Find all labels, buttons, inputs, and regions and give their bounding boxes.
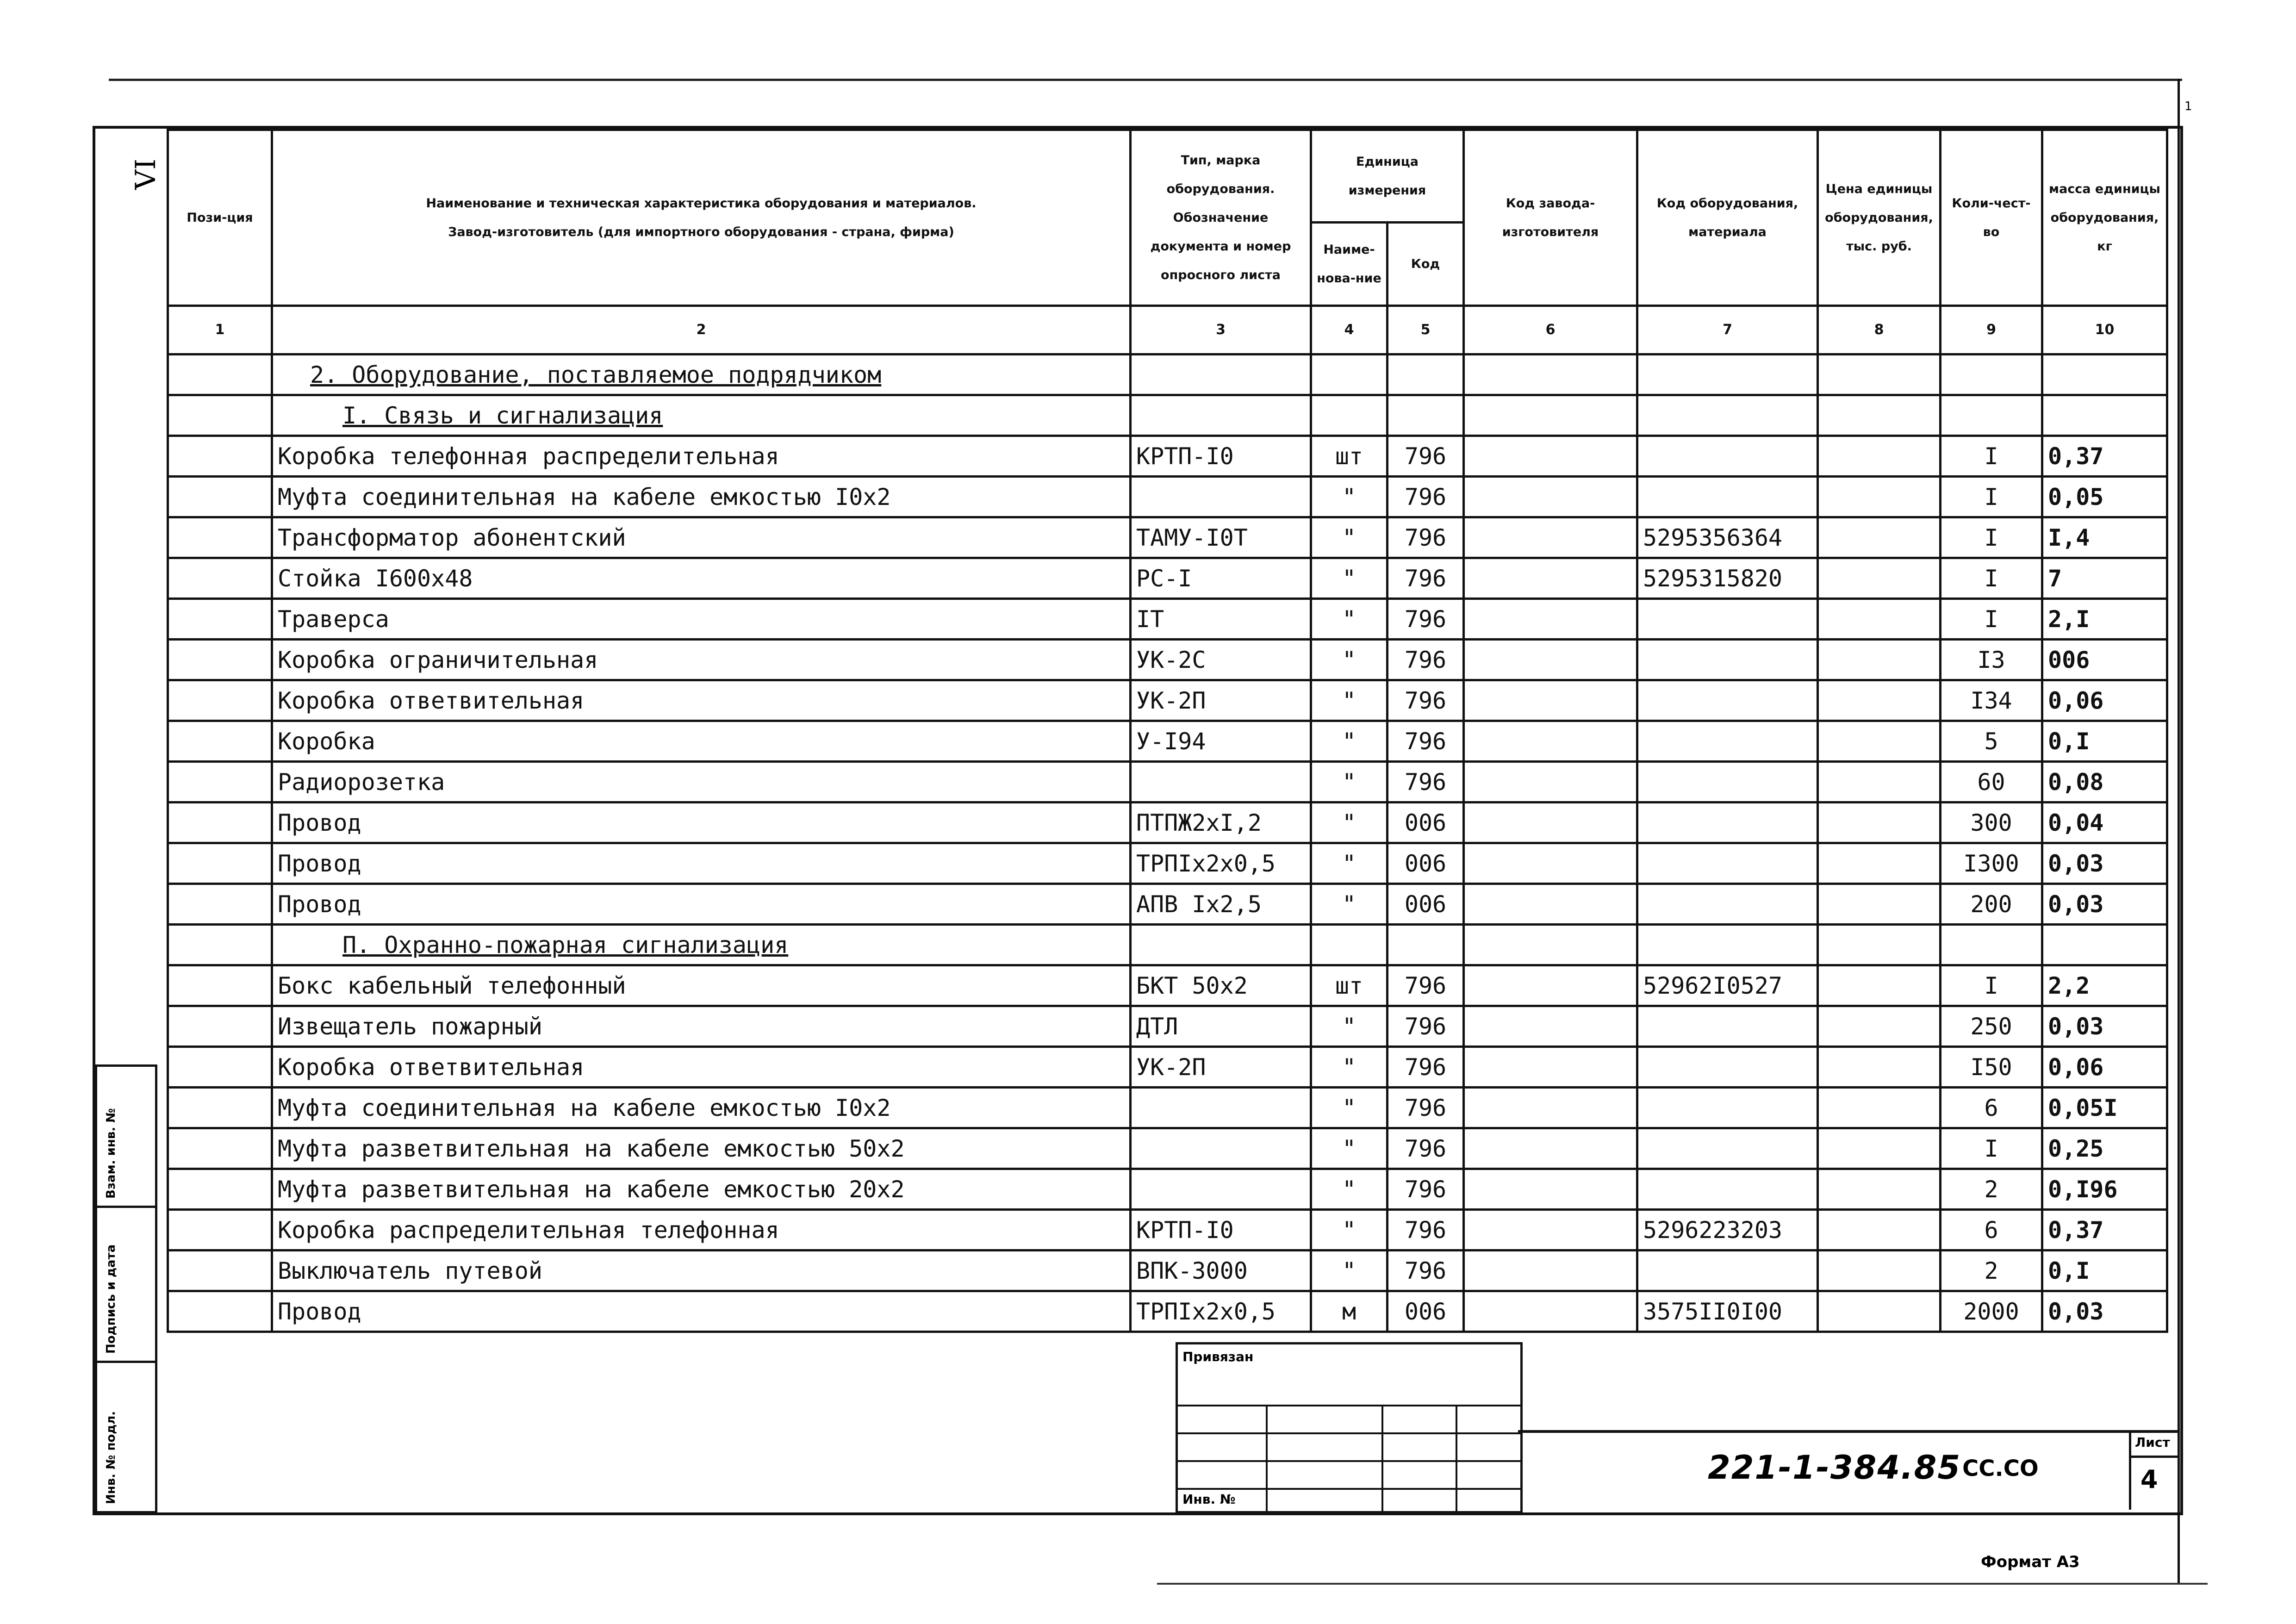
cell-quantity: 6 <box>1941 1088 2042 1128</box>
cell-unit-code: 796 <box>1388 558 1464 599</box>
cell-unit-code: 796 <box>1388 762 1464 803</box>
cell-factory-code <box>1464 1088 1637 1128</box>
cell-unit: " <box>1311 477 1388 517</box>
cell-unit: " <box>1311 1047 1388 1088</box>
cell-quantity: 300 <box>1941 803 2042 843</box>
binding-stamp <box>1176 1342 1523 1513</box>
cell-quantity: 250 <box>1941 1006 2042 1047</box>
cell-mass: 006 <box>2042 640 2167 680</box>
cell-unit-code: 796 <box>1388 640 1464 680</box>
section-heading-row <box>168 925 2167 965</box>
top-rule <box>109 79 2182 81</box>
header-unit: Единица измерения <box>1311 130 1464 223</box>
cell-factory-code <box>1464 1291 1637 1332</box>
cell-equipment-code <box>1637 1047 1818 1088</box>
cell-position <box>168 965 272 1006</box>
table-row <box>168 517 2167 558</box>
cell-equipment-code <box>1637 436 1818 477</box>
cell-name: Провод <box>272 843 1131 884</box>
table-row <box>168 1088 2167 1128</box>
cell-factory-code <box>1464 843 1637 884</box>
cell-mass: 0,25 <box>2042 1128 2167 1169</box>
col-number: 9 <box>1941 306 2042 355</box>
header-equipment-code: Код оборудования, материала <box>1637 130 1818 306</box>
header-factory-code: Код завода-изготовителя <box>1464 130 1637 306</box>
cell-quantity: I34 <box>1941 680 2042 721</box>
format-label: Формат А3 <box>1981 1553 2080 1571</box>
cell-factory-code <box>1464 558 1637 599</box>
col-number: 4 <box>1311 306 1388 355</box>
cell-name: Извещатель пожарный <box>272 1006 1131 1047</box>
cell-name: Провод <box>272 1291 1131 1332</box>
strip-label-replace: Взам. инв. № <box>104 1108 118 1199</box>
table-row <box>168 436 2167 477</box>
cell-unit: " <box>1311 1128 1388 1169</box>
cell-unit-code: 796 <box>1388 436 1464 477</box>
cell-name: Муфта соединительная на кабеле емкостью I0x2 <box>272 1088 1131 1128</box>
cell-quantity: 6 <box>1941 1210 2042 1251</box>
cell-price <box>1818 884 1941 925</box>
cell-quantity: I <box>1941 599 2042 640</box>
cell-position <box>168 599 272 640</box>
cell-unit-code: 796 <box>1388 1210 1464 1251</box>
cell-unit: " <box>1311 517 1388 558</box>
cell-unit-code: 006 <box>1388 1291 1464 1332</box>
cell-unit: " <box>1311 721 1388 762</box>
cell-mass: 0,I96 <box>2042 1169 2167 1210</box>
cell-unit: " <box>1311 1088 1388 1128</box>
cell-mass: 2,2 <box>2042 965 2167 1006</box>
sheet-number: 4 <box>2140 1465 2158 1494</box>
cell-unit: " <box>1311 680 1388 721</box>
cell-mass: I,4 <box>2042 517 2167 558</box>
cell-factory-code <box>1464 1006 1637 1047</box>
cell-equipment-code <box>1637 1251 1818 1291</box>
cell-equipment-code <box>1637 1128 1818 1169</box>
cell-factory-code <box>1464 1251 1637 1291</box>
cell-factory-code <box>1464 1128 1637 1169</box>
cell-factory-code <box>1464 436 1637 477</box>
table-row <box>168 599 2167 640</box>
cell-type <box>1131 1088 1311 1128</box>
cell-price <box>1818 965 1941 1006</box>
cell-unit-code: 796 <box>1388 1088 1464 1128</box>
cell-name: Трансформатор абонентский <box>272 517 1131 558</box>
header-name-line2: Завод-изготовитель (для импортного оборудования - страна, фирма) <box>448 224 954 239</box>
cell-name: Муфта разветвительная на кабеле емкостью 20x2 <box>272 1169 1131 1210</box>
cell-mass: 0,06 <box>2042 1047 2167 1088</box>
cell-type: ПТПЖ2xI,2 <box>1131 803 1311 843</box>
cell-equipment-code <box>1637 721 1818 762</box>
cell-name: Муфта разветвительная на кабеле емкостью 50x2 <box>272 1128 1131 1169</box>
cell-mass: 0,06 <box>2042 680 2167 721</box>
cell-factory-code <box>1464 517 1637 558</box>
cell-factory-code <box>1464 1169 1637 1210</box>
cell-equipment-code: 3575II0I00 <box>1637 1291 1818 1332</box>
cell-factory-code <box>1464 884 1637 925</box>
cell-unit: " <box>1311 1210 1388 1251</box>
cell-price <box>1818 1047 1941 1088</box>
cell-price <box>1818 517 1941 558</box>
stamp-bound-label: Привязан <box>1182 1349 1254 1364</box>
sheet-label: Лист <box>2135 1435 2170 1450</box>
cell-position <box>168 558 272 599</box>
cell-type: УК-2С <box>1131 640 1311 680</box>
cell-position <box>168 680 272 721</box>
cell-type: КРТП-I0 <box>1131 436 1311 477</box>
cell-mass: 0,03 <box>2042 1291 2167 1332</box>
cell-type: ТАМУ-I0Т <box>1131 517 1311 558</box>
corner-mark: 1 <box>2184 100 2192 113</box>
cell-position <box>168 1210 272 1251</box>
cell-price <box>1818 477 1941 517</box>
cell-factory-code <box>1464 965 1637 1006</box>
bottom-rule <box>1157 1583 2208 1585</box>
cell-position <box>168 843 272 884</box>
cell-mass: 0,37 <box>2042 436 2167 477</box>
cell-position <box>168 1006 272 1047</box>
cell-name: Коробка <box>272 721 1131 762</box>
cell-name: Коробка ответвительная <box>272 1047 1131 1088</box>
cell-unit: " <box>1311 599 1388 640</box>
cell-quantity: I300 <box>1941 843 2042 884</box>
cell-price <box>1818 1291 1941 1332</box>
cell-type: БКТ 50x2 <box>1131 965 1311 1006</box>
cell-equipment-code <box>1637 803 1818 843</box>
cell-equipment-code <box>1637 599 1818 640</box>
header-price: Цена единицы оборудования, тыс. руб. <box>1818 130 1941 306</box>
header-row <box>168 130 2167 223</box>
cell-mass: 0,03 <box>2042 884 2167 925</box>
cell-price <box>1818 721 1941 762</box>
table-rows <box>168 355 2167 1332</box>
cell-name: Коробка ответвительная <box>272 680 1131 721</box>
table-row <box>168 843 2167 884</box>
cell-type <box>1131 762 1311 803</box>
col-number: 6 <box>1464 306 1637 355</box>
cell-quantity: I <box>1941 558 2042 599</box>
cell-quantity: 60 <box>1941 762 2042 803</box>
cell-type: ТРПIx2x0,5 <box>1131 843 1311 884</box>
cell-mass: 0,03 <box>2042 843 2167 884</box>
cell-factory-code <box>1464 1047 1637 1088</box>
cell-unit: " <box>1311 1251 1388 1291</box>
cell-mass: 2,I <box>2042 599 2167 640</box>
cell-unit: " <box>1311 640 1388 680</box>
cell-position <box>168 1169 272 1210</box>
cell-unit: " <box>1311 884 1388 925</box>
strip-label-inv: Инв. № подл. <box>104 1411 118 1504</box>
cell-type: У-I94 <box>1131 721 1311 762</box>
cell-position <box>168 884 272 925</box>
cell-position <box>168 1291 272 1332</box>
cell-type: УК-2П <box>1131 1047 1311 1088</box>
cell-price <box>1818 803 1941 843</box>
cell-position <box>168 721 272 762</box>
cell-factory-code <box>1464 477 1637 517</box>
cell-unit-code: 796 <box>1388 1169 1464 1210</box>
col-number: 2 <box>272 306 1131 355</box>
cell-name: Стойка I600x48 <box>272 558 1131 599</box>
col-number: 10 <box>2042 306 2167 355</box>
col-number: 1 <box>168 306 272 355</box>
cell-quantity: I <box>1941 436 2042 477</box>
table-row <box>168 1169 2167 1210</box>
cell-quantity: I3 <box>1941 640 2042 680</box>
cell-quantity: 5 <box>1941 721 2042 762</box>
cell-equipment-code <box>1637 762 1818 803</box>
cell-unit-code: 796 <box>1388 1251 1464 1291</box>
cell-mass: 0,04 <box>2042 803 2167 843</box>
cell-equipment-code <box>1637 1006 1818 1047</box>
cell-factory-code <box>1464 762 1637 803</box>
cell-equipment-code <box>1637 1088 1818 1128</box>
cell-name: Провод <box>272 803 1131 843</box>
section-1-title: I. Связь и сигнализация <box>342 402 663 429</box>
cell-equipment-code: 5295315820 <box>1637 558 1818 599</box>
cell-unit: " <box>1311 1006 1388 1047</box>
cell-unit-code: 006 <box>1388 884 1464 925</box>
table-row <box>168 558 2167 599</box>
table-row <box>168 1210 2167 1251</box>
header-type: Тип, марка оборудования. Обозначение документа и номер опросного листа <box>1131 130 1311 306</box>
cell-mass: 0,08 <box>2042 762 2167 803</box>
cell-equipment-code: 5296223203 <box>1637 1210 1818 1251</box>
cell-position <box>168 1251 272 1291</box>
cell-unit-code: 006 <box>1388 803 1464 843</box>
table-row <box>168 640 2167 680</box>
cell-price <box>1818 1210 1941 1251</box>
cell-price <box>1818 640 1941 680</box>
cell-type: РС-I <box>1131 558 1311 599</box>
cell-price <box>1818 436 1941 477</box>
table-row <box>168 1006 2167 1047</box>
cell-factory-code <box>1464 599 1637 640</box>
cell-equipment-code <box>1637 477 1818 517</box>
cell-mass: 0,03 <box>2042 1006 2167 1047</box>
cell-position <box>168 1088 272 1128</box>
cell-quantity: 2000 <box>1941 1291 2042 1332</box>
cell-price <box>1818 1088 1941 1128</box>
cell-type: ВПК-3000 <box>1131 1251 1311 1291</box>
table-row <box>168 965 2167 1006</box>
cell-unit: шт <box>1311 436 1388 477</box>
col-number: 3 <box>1131 306 1311 355</box>
col-number: 7 <box>1637 306 1818 355</box>
cell-type: ТРПIx2x0,5 <box>1131 1291 1311 1332</box>
table-row <box>168 884 2167 925</box>
cell-equipment-code: 52962I0527 <box>1637 965 1818 1006</box>
document-number: 221-1-384.85 <box>1708 1449 1961 1487</box>
cell-name: Выключатель путевой <box>272 1251 1131 1291</box>
column-number-row <box>168 306 2167 355</box>
cell-price <box>1818 1006 1941 1047</box>
cell-type: УК-2П <box>1131 680 1311 721</box>
table-row <box>168 1128 2167 1169</box>
cell-unit-code: 796 <box>1388 477 1464 517</box>
section-heading-row <box>168 395 2167 436</box>
side-mark: VI <box>130 158 162 190</box>
cell-unit: шт <box>1311 965 1388 1006</box>
cell-unit: " <box>1311 558 1388 599</box>
header-unit-code: Код <box>1388 223 1464 306</box>
cell-price <box>1818 1128 1941 1169</box>
cell-price <box>1818 1169 1941 1210</box>
cell-name: Коробка ограничительная <box>272 640 1131 680</box>
cell-name: Коробка телефонная распределительная <box>272 436 1131 477</box>
header-unit-name: Наиме-нова-ние <box>1311 223 1388 306</box>
cell-quantity: I <box>1941 965 2042 1006</box>
cell-quantity: 2 <box>1941 1169 2042 1210</box>
stamp-inv-label: Инв. № <box>1182 1492 1236 1507</box>
cell-mass: 0,I <box>2042 721 2167 762</box>
strip-label-sign: Подпись и дата <box>104 1244 118 1354</box>
cell-quantity: I50 <box>1941 1047 2042 1088</box>
cell-position <box>168 517 272 558</box>
cell-equipment-code <box>1637 680 1818 721</box>
cell-unit-code: 006 <box>1388 843 1464 884</box>
cell-name: Радиорозетка <box>272 762 1131 803</box>
right-rule <box>2178 79 2180 1583</box>
cell-equipment-code <box>1637 884 1818 925</box>
cell-name: Траверса <box>272 599 1131 640</box>
cell-quantity: I <box>1941 517 2042 558</box>
cell-factory-code <box>1464 640 1637 680</box>
cell-unit-code: 796 <box>1388 517 1464 558</box>
left-strip <box>95 1064 160 1509</box>
cell-type <box>1131 1128 1311 1169</box>
col-number: 5 <box>1388 306 1464 355</box>
equipment-table <box>167 129 2168 1333</box>
cell-factory-code <box>1464 1210 1637 1251</box>
cell-unit-code: 796 <box>1388 721 1464 762</box>
table-row <box>168 1251 2167 1291</box>
cell-position <box>168 803 272 843</box>
section-heading-row <box>168 355 2167 395</box>
cell-price <box>1818 558 1941 599</box>
header-name <box>272 130 1131 306</box>
section-2-title: П. Охранно-пожарная сигнализация <box>342 931 789 958</box>
cell-type: ДТЛ <box>1131 1006 1311 1047</box>
table-row <box>168 1047 2167 1088</box>
cell-type <box>1131 1169 1311 1210</box>
cell-price <box>1818 762 1941 803</box>
cell-mass: 0,05I <box>2042 1088 2167 1128</box>
cell-price <box>1818 599 1941 640</box>
cell-type: IТ <box>1131 599 1311 640</box>
cell-name: Бокс кабельный телефонный <box>272 965 1131 1006</box>
cell-factory-code <box>1464 680 1637 721</box>
cell-unit-code: 796 <box>1388 965 1464 1006</box>
cell-mass: 0,37 <box>2042 1210 2167 1251</box>
cell-quantity: 2 <box>1941 1251 2042 1291</box>
cell-unit-code: 796 <box>1388 1006 1464 1047</box>
cell-unit: " <box>1311 843 1388 884</box>
cell-unit: " <box>1311 1169 1388 1210</box>
cell-position <box>168 477 272 517</box>
cell-quantity: 200 <box>1941 884 2042 925</box>
table-row <box>168 721 2167 762</box>
cell-type: АПВ Ix2,5 <box>1131 884 1311 925</box>
cell-unit-code: 796 <box>1388 1047 1464 1088</box>
table-row <box>168 762 2167 803</box>
header-mass: масса единицы оборудования, кг <box>2042 130 2167 306</box>
cell-position <box>168 1128 272 1169</box>
cell-unit-code: 796 <box>1388 1128 1464 1169</box>
cell-mass: 7 <box>2042 558 2167 599</box>
cell-equipment-code <box>1637 640 1818 680</box>
cell-factory-code <box>1464 803 1637 843</box>
cell-price <box>1818 1251 1941 1291</box>
cell-mass: 0,I <box>2042 1251 2167 1291</box>
cell-position <box>168 640 272 680</box>
cell-unit-code: 796 <box>1388 680 1464 721</box>
cell-price <box>1818 843 1941 884</box>
cell-type: КРТП-I0 <box>1131 1210 1311 1251</box>
cell-position <box>168 436 272 477</box>
header-quantity: Коли-чест-во <box>1941 130 2042 306</box>
cell-position <box>168 762 272 803</box>
cell-unit: " <box>1311 803 1388 843</box>
cell-type <box>1131 477 1311 517</box>
cell-factory-code <box>1464 721 1637 762</box>
cell-position <box>168 1047 272 1088</box>
cell-quantity: I <box>1941 477 2042 517</box>
cell-price <box>1818 680 1941 721</box>
header-position: Пози-ция <box>168 130 272 306</box>
section-main-title: 2. Оборудование, поставляемое подрядчиком <box>310 361 882 388</box>
cell-name: Муфта соединительная на кабеле емкостью I0x2 <box>272 477 1131 517</box>
cell-equipment-code <box>1637 1169 1818 1210</box>
table-row <box>168 477 2167 517</box>
cell-unit: м <box>1311 1291 1388 1332</box>
table-row <box>168 680 2167 721</box>
cell-unit-code: 796 <box>1388 599 1464 640</box>
cell-quantity: I <box>1941 1128 2042 1169</box>
cell-name: Провод <box>272 884 1131 925</box>
cell-unit: " <box>1311 762 1388 803</box>
sheet-box <box>2129 1430 2180 1510</box>
header-name-line1: Наименование и техническая характеристика оборудования и материалов. <box>426 196 977 211</box>
document-code: СС.СО <box>1962 1456 2039 1481</box>
cell-equipment-code: 5295356364 <box>1637 517 1818 558</box>
table-row <box>168 803 2167 843</box>
col-number: 8 <box>1818 306 1941 355</box>
cell-mass: 0,05 <box>2042 477 2167 517</box>
cell-name: Коробка распределительная телефонная <box>272 1210 1131 1251</box>
table-row <box>168 1291 2167 1332</box>
cell-equipment-code <box>1637 843 1818 884</box>
